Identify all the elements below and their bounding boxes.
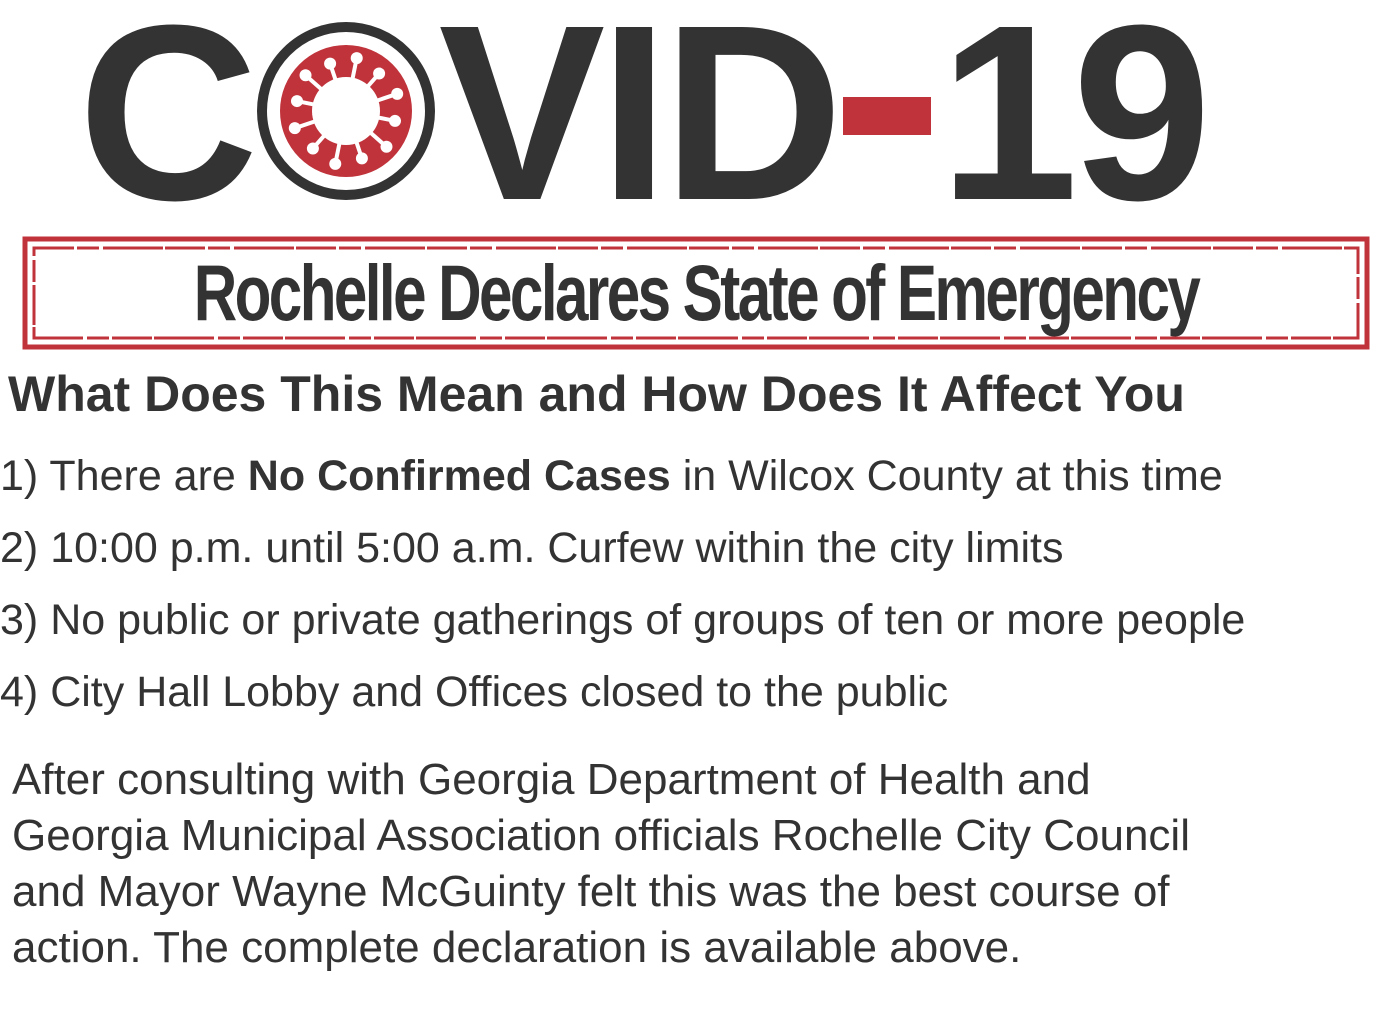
logo-letter-c: C [78,0,253,252]
virus-icon [257,22,435,200]
banner-title: Rochelle Declares State of Emergency [193,249,1199,337]
point-text-before: There are [49,452,236,500]
logo-number-19: 19 [939,0,1206,252]
points-list [0,440,1392,728]
paragraph-line: action. The complete declaration is available above. [12,923,1022,972]
point-text-bold: No Confirmed Cases [247,452,671,500]
point-text-after: in Wilcox County at this time [682,452,1223,500]
list-item [0,440,1392,512]
point-text: City Hall Lobby and Offices closed to the public [50,668,949,716]
paragraph-line: After consulting with Georgia Department of Health and [12,755,1091,804]
explanation-paragraph [12,752,1382,976]
point-text: No public or private gatherings of groups of ten or more people [50,596,1246,644]
point-number: 3) [0,596,39,644]
point-number: 4) [0,668,39,716]
logo-letters-vid: VID [438,0,838,252]
paragraph-line: and Mayor Wayne McGuinty felt this was the best course of [12,867,1170,916]
emergency-banner [22,236,1370,350]
point-number: 2) [0,524,39,572]
logo-dash [843,97,931,135]
covid-19-logo [78,0,1318,252]
paragraph-line: Georgia Municipal Association officials Rochelle City Council [12,811,1190,860]
point-number: 1) [0,452,39,500]
list-item [0,656,1392,728]
point-text: 10:00 p.m. until 5:00 a.m. Curfew within the city limits [50,524,1064,572]
list-item [0,584,1392,656]
subtitle: What Does This Mean and How Does It Affect You [8,366,1185,422]
list-item [0,512,1392,584]
